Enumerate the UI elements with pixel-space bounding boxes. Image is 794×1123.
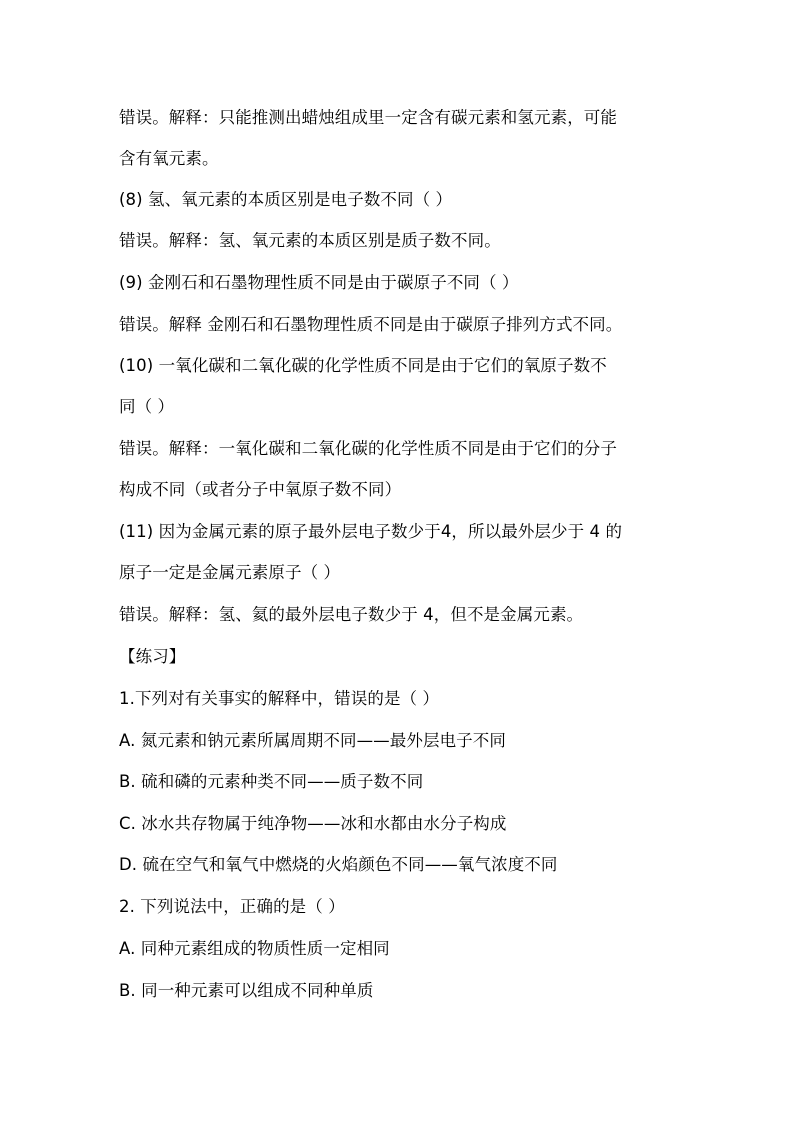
question-10: (10) 一氧化碳和二氧化碳的化学性质不同是由于它们的氧原子数不 <box>119 356 607 375</box>
text-line: 含有氧元素。 <box>119 149 219 168</box>
answer-10-continued: 构成不同（或者分子中氧原子数不同） <box>119 480 402 499</box>
exercise-1-option-b: B. 硫和磷的元素种类不同——质子数不同 <box>119 772 424 791</box>
exercise-1-option-c: C. 冰水共存物属于纯净物——冰和水都由水分子构成 <box>119 814 507 833</box>
answer-11: 错误。解释：氢、氦的最外层电子数少于 4，但不是金属元素。 <box>119 605 584 624</box>
question-11-continued: 原子一定是金属元素原子（ ） <box>119 563 341 582</box>
exercise-1: 1.下列对有关事实的解释中，错误的是（ ） <box>119 689 440 708</box>
question-9: (9) 金刚石和石墨物理性质不同是由于碳原子不同（ ） <box>119 273 519 292</box>
practice-heading: 【练习】 <box>119 647 186 666</box>
exercise-1-option-a: A. 氮元素和钠元素所属周期不同——最外层电子不同 <box>119 731 506 750</box>
exercise-2-option-b: B. 同一种元素可以组成不同种单质 <box>119 981 374 1000</box>
exercise-1-option-d: D. 硫在空气和氧气中燃烧的火焰颜色不同——氧气浓度不同 <box>119 855 558 874</box>
question-11: (11) 因为金属元素的原子最外层电子数少于4，所以最外层少于 4 的 <box>119 522 623 541</box>
text-line: 错误。解释：只能推测出蜡烛组成里一定含有碳元素和氢元素，可能 <box>119 108 617 127</box>
question-10-continued: 同（ ） <box>119 397 175 416</box>
answer-10: 错误。解释：一氧化碳和二氧化碳的化学性质不同是由于它们的分子 <box>119 439 617 458</box>
question-8: (8) 氢、氧元素的本质区别是电子数不同（ ） <box>119 190 453 209</box>
answer-9: 错误。解释 金刚石和石墨物理性质不同是由于碳原子排列方式不同。 <box>119 315 623 334</box>
exercise-2-option-a: A. 同种元素组成的物质性质一定相同 <box>119 939 390 958</box>
answer-8: 错误。解释：氢、氧元素的本质区别是质子数不同。 <box>119 231 501 250</box>
exercise-2: 2. 下列说法中，正确的是（ ） <box>119 897 345 916</box>
